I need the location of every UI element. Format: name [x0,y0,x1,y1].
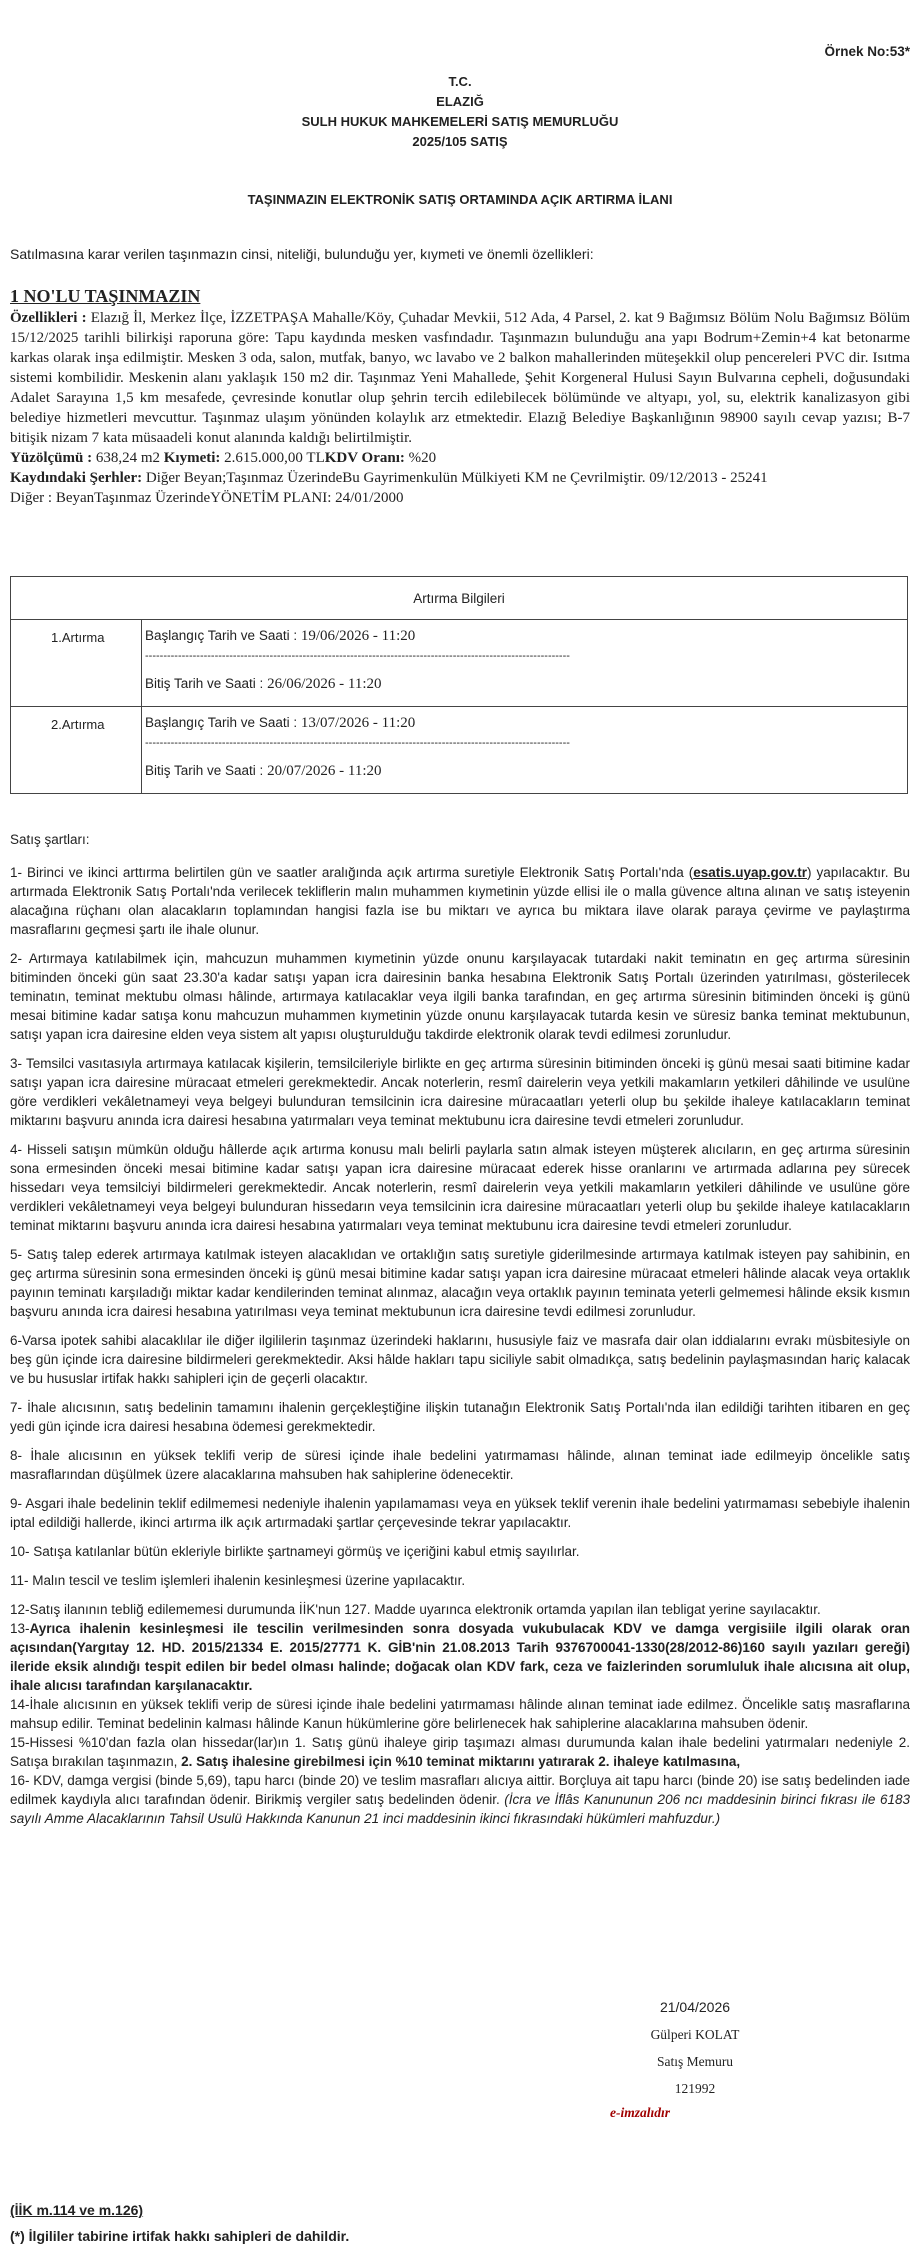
imza-title: Satış Memuru [656,2054,734,2069]
signature-block [600,1994,790,2102]
ozellik-text: Elazığ İl, Merkez İlçe, İZZETPAŞA Mahalle/Köy, Çuhadar Mevkii, 512 Ada, 4 Parsel, 2. kat 9 Bağımsız Bölüm Nolu Bağımsız Bölüm 15/12/2025 tarihli bilirkişi raporuna göre: Tapu kaydında mesken vasfındadır. Taşınmazın bulunduğu ana yapı Bodrum+Zemin+4 kat betonarme karkas olarak inşa edilmiştir. Mesken 3 oda, salon, mutfak, banyo, wc lavabo ve 2 balkon mahallerinden müteşekkil olup pencereleri PVC dir. Isıtma sistemi kombilidir. Meskenin alanı yaklaşık 150 m2 dir. Taşınmaz Yeni Mahallede, Şehit Korgeneral Hulusi Sayın Bulvarına cepheli, doğusundaki Adalet Sarayına 1,5 km mesafede, çevresinde konutlar olup şehrin tercih edilebilecek bölümünde ve altyapı, yol, su, elektrik kanalizasyon gibi belediye hizmetleri mevcuttur. Taşınmaz ulaşım yönünden kolaylık arz etmektedir. Elazığ Belediye Başkanlığının 98900 sayılı cevap yazısı; B-7 bitişik nizam 7 kata müsaadeli konut alanında kaldığı belirtilmiştir. [10,310,910,446]
sart-1: 1- Birinci ve ikinci arttırma belirtilen gün ve saatler aralığında açık artırma suretiyle Elektronik Satış Portalı'nda (esatis.uyap.gov.tr) yapılacaktır. Bu artırmada Elektronik Satış Portalı'nda verilecek tekliflerin malın muhammen kıymetinin yüzde ellisi ile o malla güvence altına alınan ve satış isteyenin alacağına rüçhanı olan alacakların toplamından hangisi fazla ise bu miktarı ve ayrıca bu miktara ilave olarak paraya çevirme ve paylaştırma masraflarını geçmesi şartı ile ihale olunur. [10,865,910,937]
table-row [11,707,908,794]
bitis-tarih: Bitiş Tarih ve Saati : 20/07/2026 - 11:20 [145,763,382,779]
sart-16: 16- KDV, damga vergisi (binde 5,69), tapu harcı (binde 20) ve teslim masrafları alıcıya aittir. Borçluya ait tapu harcı (binde 20) ise satış bedelinden iade edilmek kaydıyla alıcı tarafından ödenir. Birikmiş vergiler satış bedelinden ödenir. (İcra ve İflâs Kanununun 206 ncı maddesinin birinci fıkrası ile 6183 sayılı Amme Alacaklarının Tahsil Usulü Hakkında Kanunun 21 inci maddesinin ikinci fıkrasındaki hükümleri mahfuzdur.) [10,1773,911,1826]
sart-9: 9- Asgari ihale bedelinin teklif edilmemesi nedeniyle ihalenin yapılamaması veya en yüksek teklif verenin ihale bedelini yatırmaması sebebiyle ihalenin iptal edildiği hallerde, ikinci artırma ilk açık artırmadaki şartlar çerçevesinde tekrar yapılacaktır. [10,1496,910,1530]
sartlar-title: Satış şartları: [10,832,90,847]
table-row [11,620,908,707]
footer-law: (İİK m.114 ve m.126) [10,2202,144,2218]
header-tc: T.C. [448,74,472,89]
e-imza-label: e-imzalıdır [610,2105,670,2120]
kdv-value: %20 [404,450,437,466]
intro-text: Satılmasına karar verilen taşınmazın cinsi, niteliği, bulunduğu yer, kıymeti ve önemli özellikleri: [10,246,594,262]
baslangic-tarih: Başlangıç Tarih ve Saati : 19/06/2026 - 11:20 [145,628,416,644]
tasinmaz-diger: Diğer : BeyanTaşınmaz ÜzerindeYÖNETİM PLANI: 24/01/2000 [10,490,404,506]
sart-3: 3- Temsilci vasıtasıyla artırmaya katılacak kişilerin, temsilcileriyle birlikte en geç artırma süresinin bitiminden önceki iş günü mesai saati bitimine kadar satışı yapan icra dairesine müracaat etmeleri gerekmektedir. Ancak noterlerin, resmî dairelerin veya yetkili makamların yetkileri dâhilinde ve usulüne göre verdikleri vekâletnameyi veya belgeyi bulunduran temsilcinin icra dairesine müracaatları yeterli olup bu şekilde ihaleye katılacakların teminat miktarını başvuru anında icra dairesi hesabına yatırmaları veya teminat mektubunu icra dairesine tevdi etmeleri zorunludur. [10,1056,910,1128]
kdv-label: KDV Oranı: [324,450,405,466]
baslangic-tarih: Başlangıç Tarih ve Saati : 13/07/2026 - 11:20 [145,715,416,731]
imza-no: 121992 [674,2081,716,2096]
sart-10: 10- Satışa katılanlar bütün ekleriyle birlikte şartnameyi görmüş ve içeriğini kabul etmiş sayılırlar. [10,1544,580,1559]
sart-14: 14-İhale alıcısının en yüksek teklifi verip de süresi içinde ihale bedelini yatırmaması hâlinde alınan teminat iade edilmez. Öncelikle satış masraflarına mahsup edilir. Teminat bedelinin kalması hâlinde Kanun hükümlerine göre belirlenecek hak sahiplerine alacaklarına mahsuben ödenir. [10,1697,910,1731]
esatis-link[interactable]: esatis.uyap.gov.tr [693,865,807,880]
ornek-no: Örnek No:53* [824,44,910,59]
sart-6: 6-Varsa ipotek sahibi alacaklılar ile diğer ilgililerin taşınmaz üzerindeki haklarını, hususiyle faiz ve masrafa dair olan iddialarını evrakı müsbitesiyle on beş gün içinde icra dairesine bildirmeleri gerekmektedir. Aksi hâlde hakları tapu siciliyle sabit olmadıkça, satış bedelinin paylaşmasından hariç kalacak ve bu hususlar irtifak hakkı sahipleri için de geçerli olacaktır. [10,1333,910,1386]
header-file-no: 2025/105 SATIŞ [412,134,508,149]
imza-date: 21/04/2026 [659,1999,731,2015]
kiymeti-label: Kıymeti: [160,450,221,466]
tasinmaz-ozellikler [10,308,910,448]
footer-note: (*) İlgililer tabirine irtifak hakkı sahipleri de dahildir. [10,2228,350,2244]
kiymeti-value: 2.615.000,00 TL [220,450,325,466]
tasinmaz-title: 1 NO'LU TAŞINMAZIN [10,286,201,306]
sart-11: 11- Malın tescil ve teslim işlemleri ihalenin kesinleşmesi üzerine yapılacaktır. [10,1573,466,1588]
artirma-caption: Artırma Bilgileri [11,577,908,620]
tasinmaz-section [10,284,910,508]
sart-5: 5- Satış talep ederek artırmaya katılmak isteyen alacaklıdan ve ortaklığın satış suretiyle giderilmesinde artırmaya katılmak isteyen pay sahibinin, en geç artırma süresinin sona ermesinden önceki iş günü mesai bitimine kadar satışı yapan icra dairesine müracaat etmeleri hâlinde alacak veya ortaklık payının teminatı karşıladığı miktar kadar kendilerinden teminat alınmaz, alacağın veya ortaklık payının teminata yeterli gelmemesi hâlinde eksik kısmın başvuru anında icra dairesi hesabına yatırılması veya teminat mektubunun icra dairesine tevdi edilmesi zorunludur. [10,1247,910,1319]
satis-sartlari [10,830,910,1828]
sart-15: 15-Hissesi %10'dan fazla olan hissedar(lar)ın 1. Satış günü ihaleye girip taşımazı alması durumunda kalan ihale bedelini yatırmaları nedeniyle 2. Satışa bırakılan taşınmazın, 2. Satış ihalesine girebilmesi için %10 teminat miktarını yatırarak 2. ihaleye katılmasına, [10,1735,910,1769]
ozellik-label: Özellikleri : [10,310,87,326]
document-header [10,72,910,152]
artirma-table [10,576,908,794]
header-city: ELAZIĞ [436,94,484,109]
artirma-label: 1.Artırma [11,620,142,707]
sart-13: 13-Ayrıca ihalenin kesinleşmesi ile tescilin verilmesinden sonra dosyada vukubulacak KDV ve damga vergisiile ilgili olarak oran açısından(Yargıtay 12. HD. 2015/21334 E. 2015/27771 K. GİB'nin 21.08.2013 Tarih 9376700041-1330(28/2012-86)160 sayılı yazıları gereği) ileride eksik alındığı tespit edilen bir bedel olması halinde; doğacak olan KDV fark, ceza ve faizlerinden sorumluluk ihale alıcısına ait olup, ihale alıcısı tarafından karşılanacaktır. [10,1621,910,1693]
ilan-title: TAŞINMAZIN ELEKTRONİK SATIŞ ORTAMINDA AÇIK ARTIRMA İLANI [247,192,673,207]
sart-12: 12-Satış ilanının tebliğ edilememesi durumunda İİK'nun 127. Madde uyarınca elektronik ortamda yapılan ilan tebligat yerine sayılacaktır. [10,1602,821,1617]
header-office: SULH HUKUK MAHKEMELERİ SATIŞ MEMURLUĞU [301,114,619,129]
serhler-value: Diğer Beyan;Taşınmaz ÜzerindeBu Gayrimenkulün Mülkiyeti KM ne Çevrilmiştir. 09/12/2013 - 25241 [142,470,768,486]
sart-8: 8- İhale alıcısının en yüksek teklifi verip de süresi içinde ihale bedelini yatırmaması hâlinde, alınan teminat iade edilmeyip öncelikle satış masraflarından düşülmek üzere alacaklarına mahsuben hak sahiplerine ödenecektir. [10,1448,910,1482]
sart-7: 7- İhale alıcısının, satış bedelinin tamamını ihalenin gerçekleştiğine ilişkin tutanağın Elektronik Satış Portalı'nda ilan edildiği tarihten itibaren en geç yedi gün içinde icra dairesi hesabına ödemesi gerekmektedir. [10,1400,910,1434]
serhler-label: Kaydındaki Şerhler: [10,470,143,486]
tasinmaz-serhler [10,468,910,488]
tasinmaz-degerler [10,448,910,468]
artirma-label: 2.Artırma [11,707,142,794]
divider: -------------------------------------------------------------------------------------------------------------------- [145,650,570,662]
yuzolcumu-label: Yüzölçümü : [10,450,93,466]
imza-name: Gülperi KOLAT [650,2027,740,2042]
sart-2: 2- Artırmaya katılabilmek için, mahcuzun muhammen kıymetinin yüzde onunu karşılayacak tutardaki nakit teminatın en geç artırma süresinin bitiminden önceki gün saat 23.30'a kadar satışı yapan icra dairesinin banka hesabına Elektronik Satış Portalı üzerinden yatırılması, gösterilecek teminatın, teminat mektubu olması hâlinde, artırmaya katılacaklar veya ilgili banka tarafından, en geç artırma süresinin bitiminden önceki iş günü mesai bitimine kadar satışa konu mahcuzun muhammen kıymetinin yüzde onunu karşılayacak tutarda kesin ve süresiz banka teminat mektubunun, satışı yapan icra dairesine elden veya sistem alt yapısı oluşturulduğu takdirde elektronik olarak tevdi edilmesi zorunludur. [10,951,910,1042]
divider: -------------------------------------------------------------------------------------------------------------------- [145,737,570,749]
sart-4: 4- Hisseli satışın mümkün olduğu hâllerde açık artırma konusu malı belirli paylarla satın almak isteyen müşterek alıcıların, en geç artırma süresinin sona ermesinden önceki mesai bitimine kadar satışı yapan icra dairesine müracaat ederek hisse oranlarını ve artırmada adlarına pey sürecek hissedarı veya temsilciyi bildirmeleri gerekmektedir. Ancak noterlerin, resmî dairelerin veya yetkili makamların yetkileri dâhilinde ve usulüne göre verdikleri vekâletnameyi veya belgeyi bulunduran hissedarın veya temsilcinin icra dairesine müracaatları yeterli olup bu şekilde ihaleye katılacakların teminat miktarını başvuru anında icra dairesi hesabına yatırmaları veya teminat mektubunu icra dairesine tevdi etmeleri zorunludur. [10,1142,910,1233]
bitis-tarih: Bitiş Tarih ve Saati : 26/06/2026 - 11:20 [145,676,382,692]
yuzolcumu-value: 638,24 m2 [92,450,161,466]
